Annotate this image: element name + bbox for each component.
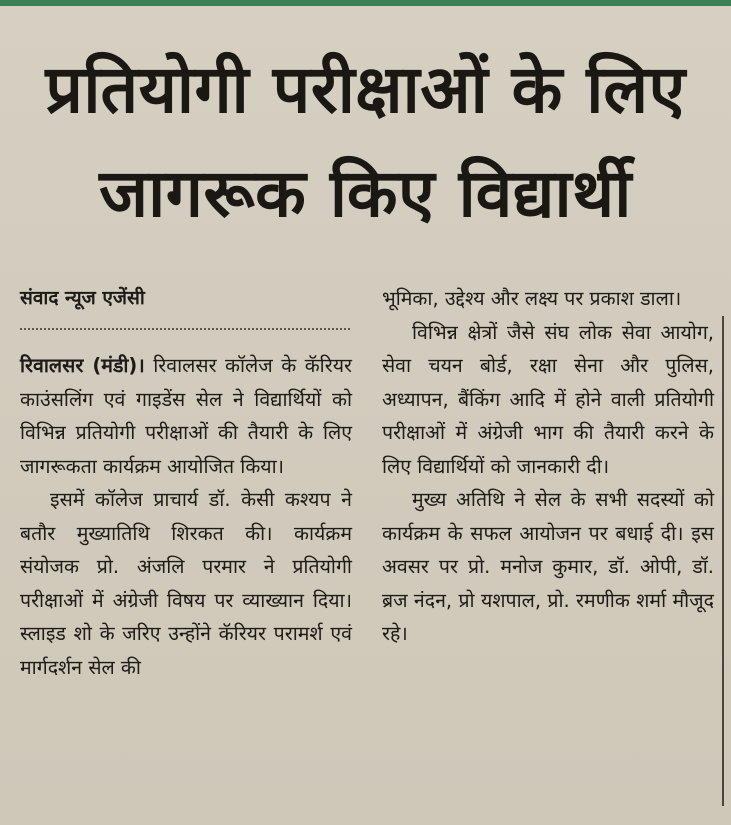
article-paragraph: इसमें कॉलेज प्राचार्य डॉ. केसी कश्यप ने बतौर मुख्यातिथि शिरकत की। कार्यक्रम संयोजक प्रो. अंजलि परमार ने प्रतियोगी परीक्षाओं में अंग्रेजी विषय पर व्याख्यान दिया। स्लाइड शो के जरिए उन्होंने कॅरियर परामर्श एवं मार्गदर्शन सेल की bbox=[20, 488, 352, 679]
byline: संवाद न्यूज एजेंसी bbox=[20, 287, 145, 309]
paragraph-text: रिवालसर कॉलेज के कॅरियर काउंसलिंग एवं गाइडेंस सेल ने विद्यार्थियों को विभिन्न प्रतियोगी परीक्षाओं की तैयारी के लिए जागरूकता कार्यक्रम आयोजित किया। bbox=[20, 354, 352, 478]
headline-line-2: जागरूक किए विद्यार्थी bbox=[99, 155, 632, 232]
column-divider bbox=[722, 316, 724, 806]
article-paragraph bbox=[20, 349, 352, 483]
dateline: रिवालसर (मंडी)। bbox=[20, 354, 145, 377]
article-column-left bbox=[20, 349, 352, 684]
headline-line-1: प्रतियोगी परीक्षाओं के लिए bbox=[45, 51, 686, 128]
article-paragraph: विभिन्न क्षेत्रों जैसे संघ लोक सेवा आयोग, सेवा चयन बोर्ड, रक्षा सेना और पुलिस, अध्यापन, बैंकिंग आदि में होने वाली प्रतियोगी परीक्षाओं में अंग्रेजी भाग की तैयारी करने के लिए विद्यार्थियों को जानकारी दी। bbox=[382, 320, 714, 478]
byline-divider bbox=[20, 328, 350, 330]
article-column-right bbox=[382, 282, 714, 651]
article-paragraph: मुख्य अतिथि ने सेल के सभी सदस्यों को कार्यक्रम के सफल आयोजन पर बधाई दी। इस अवसर पर प्रो. मनोज कुमार, डॉ. ओपी, डॉ. ब्रज नंदन, प्रो यशपाल, प्रो. रमणीक शर्मा मौजूद रहे। bbox=[382, 488, 714, 645]
article-paragraph: भूमिका, उद्देश्य और लक्ष्य पर प्रकाश डाला। bbox=[382, 287, 682, 310]
top-color-band bbox=[0, 0, 731, 6]
